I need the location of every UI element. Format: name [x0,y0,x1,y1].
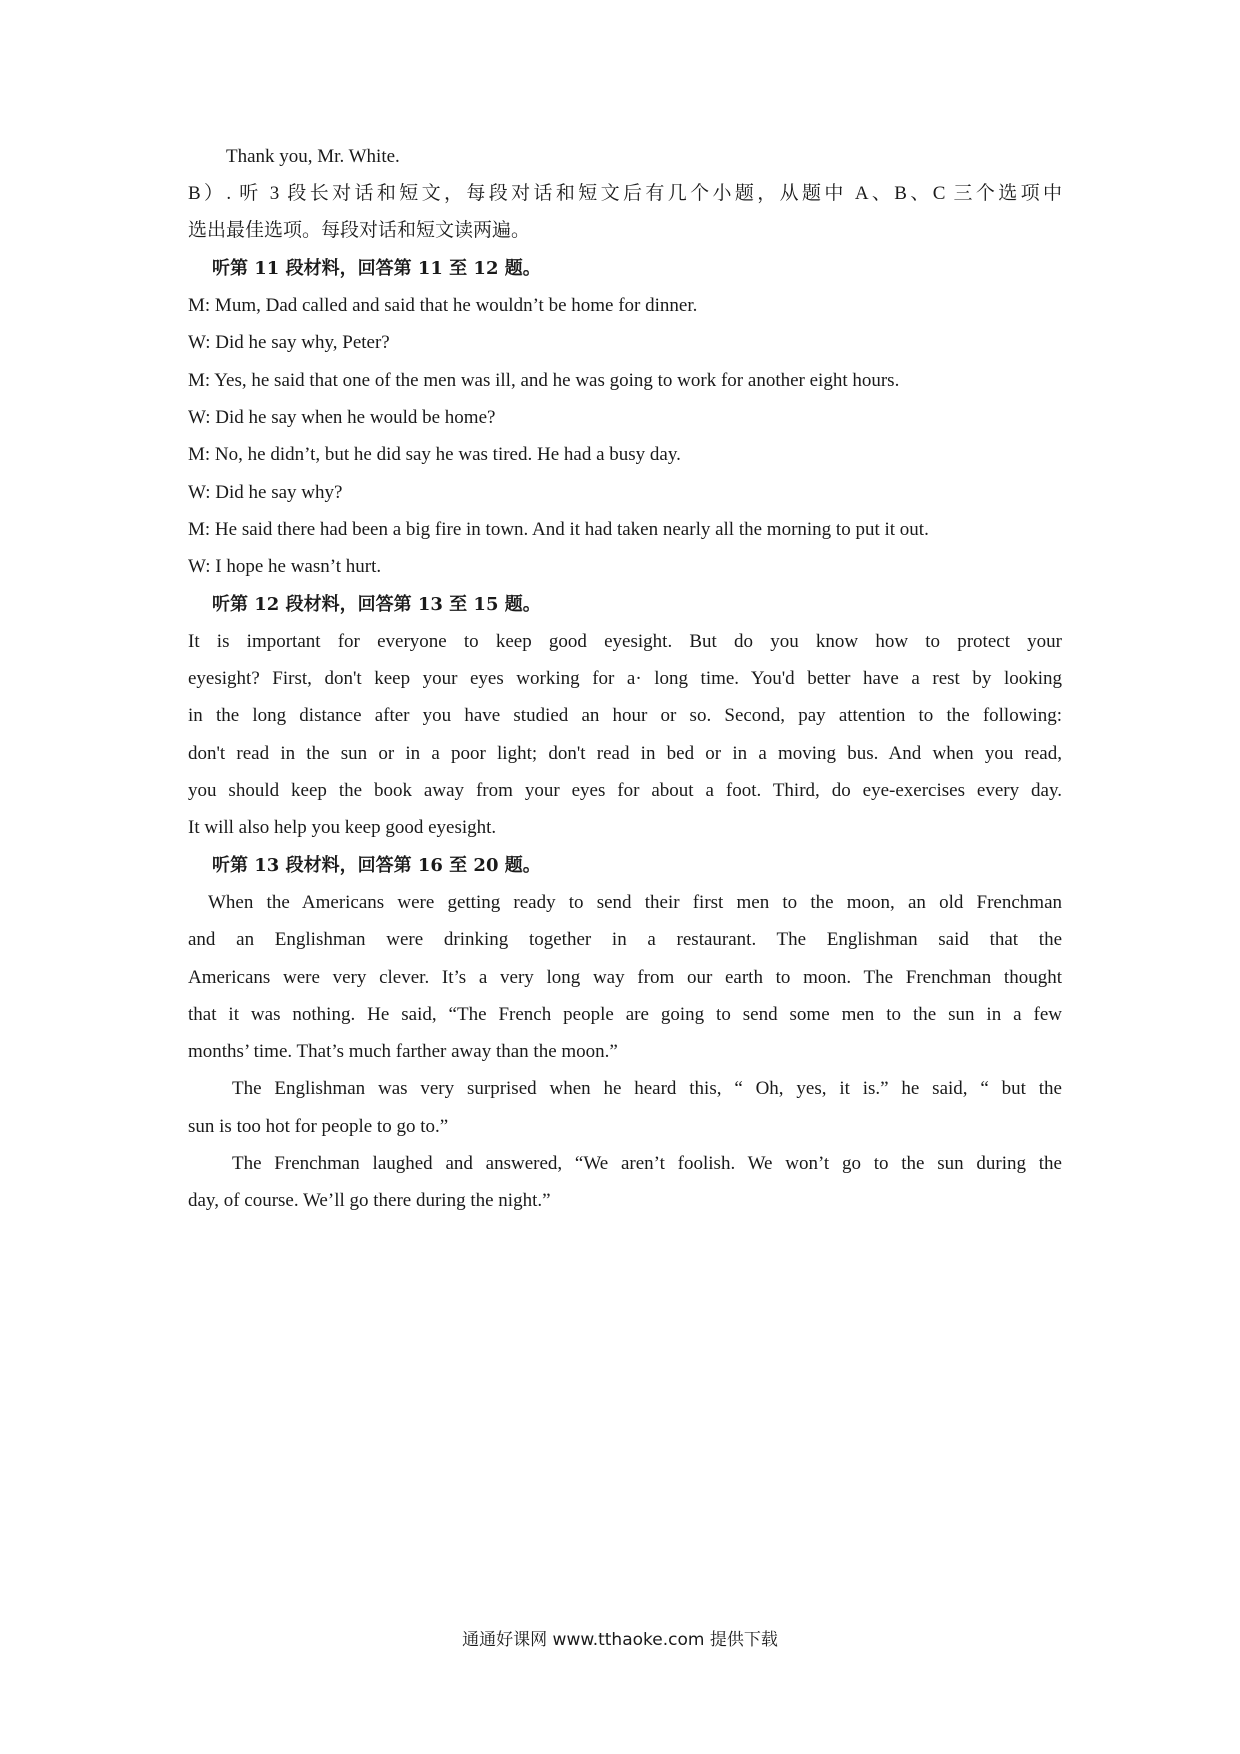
story-paragraph-line: When the Americans were getting ready to send their first men to the moon, an old Frenchman [208,892,1062,913]
story-paragraph-line: months’ time. That’s much farther away than the moon.” [188,1041,618,1062]
dialogue-line: W: I hope he wasn’t hurt. [188,556,382,577]
story-paragraph-line: The Englishman was very surprised when he heard this, “ Oh, yes, it is.” he said, “ but the [232,1078,1062,1099]
dialogue-line: W: Did he say when he would be home? [188,407,496,428]
section-b-instruction: B）. 听 3 段长对话和短文，每段对话和短文后有几个小题，从题中 A、B、C 三个选项中 [188,183,1062,204]
heading-passage-12: 听第 12 段材料，回答第 13 至 15 题。 [212,594,541,615]
eyesight-paragraph-line: in the long distance after you have studied an hour or so. Second, pay attention to the following: [188,705,1062,726]
eyesight-paragraph-line: eyesight? First, don't keep your eyes working for a· long time. You'd better have a rest by looking [188,668,1062,689]
dialogue-line: M: He said there had been a big fire in town. And it had taken nearly all the morning to put it out. [188,519,929,540]
dialogue-line: W: Did he say why? [188,482,343,503]
page-footer: 通通好课网 www.tthaoke.com 提供下载 [462,1630,778,1650]
story-paragraph-line: and an Englishman were drinking together in a restaurant. The Englishman said that the [188,929,1062,950]
story-paragraph-line: that it was nothing. He said, “The French people are going to send some men to the sun in a few [188,1004,1062,1025]
story-paragraph-line: day, of course. We’ll go there during the night.” [188,1190,551,1211]
dialogue-line: W: Did he say why, Peter? [188,332,390,353]
eyesight-paragraph-line: It is important for everyone to keep good eyesight. But do you know how to protect your [188,631,1062,652]
story-paragraph-line: Americans were very clever. It’s a very long way from our earth to moon. The Frenchman thought [188,967,1062,988]
heading-passage-11: 听第 11 段材料，回答第 11 至 12 题。 [212,258,541,279]
eyesight-paragraph-line: you should keep the book away from your eyes for about a foot. Third, do eye-exercises every day. [188,780,1062,801]
eyesight-paragraph-line: It will also help you keep good eyesight. [188,817,497,838]
eyesight-paragraph-line: don't read in the sun or in a poor light; don't read in bed or in a moving bus. And when you read, [188,743,1062,764]
story-paragraph-line: The Frenchman laughed and answered, “We aren’t foolish. We won’t go to the sun during the [232,1153,1062,1174]
section-b-instruction-cont: 选出最佳选项。每段对话和短文读两遍。 [188,220,531,241]
closing-line: Thank you, Mr. White. [226,146,400,167]
dialogue-line: M: Yes, he said that one of the men was ill, and he was going to work for another eight hours. [188,370,900,391]
heading-passage-13: 听第 13 段材料，回答第 16 至 20 题。 [212,855,541,876]
dialogue-line: M: Mum, Dad called and said that he wouldn’t be home for dinner. [188,295,698,316]
dialogue-line: M: No, he didn’t, but he did say he was tired. He had a busy day. [188,444,681,465]
story-paragraph-line: sun is too hot for people to go to.” [188,1116,449,1137]
